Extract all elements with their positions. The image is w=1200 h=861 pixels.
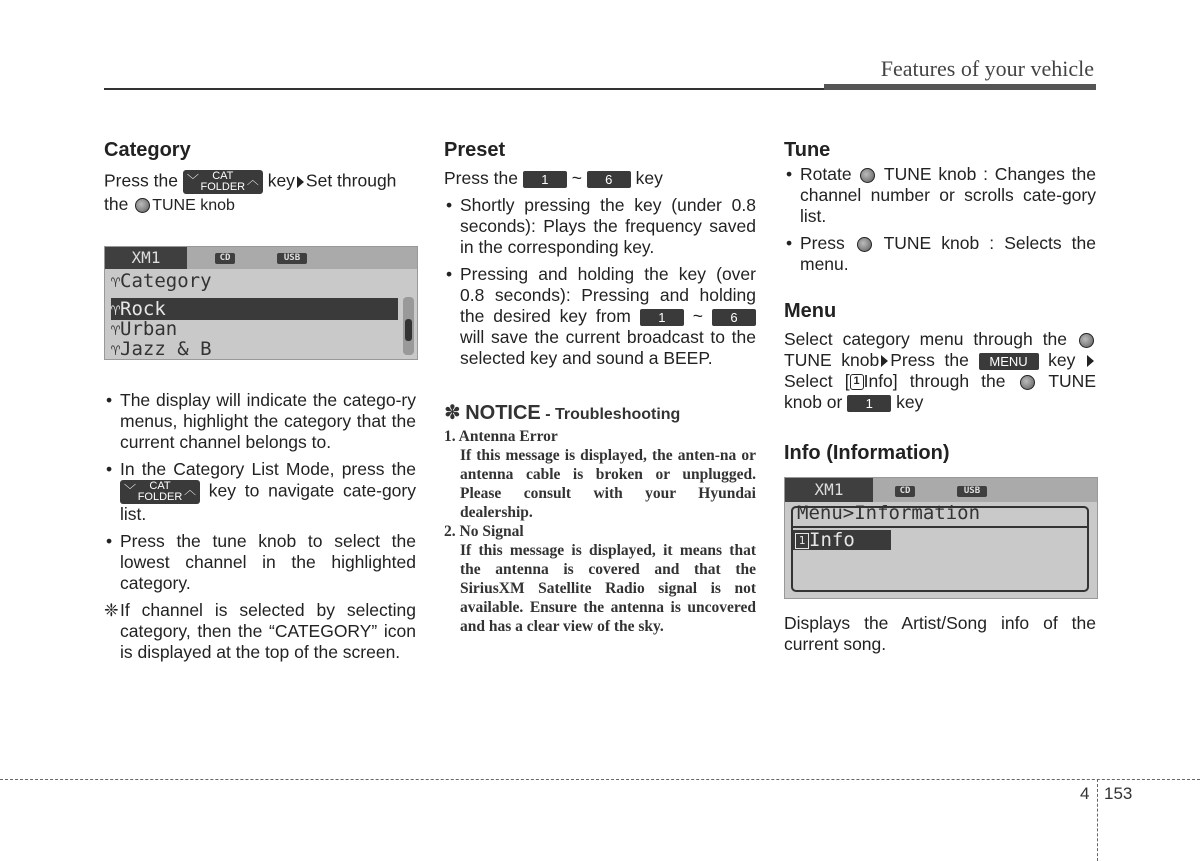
category-bullets bbox=[104, 390, 416, 594]
preset-intro: Press the 1 ~ 6 key bbox=[444, 168, 663, 188]
info-divider bbox=[793, 526, 1087, 528]
list-item: • Shortly pressing the key (under 0.8 seconds): Plays the frequency saved in the corresponding key. bbox=[444, 195, 756, 258]
info-text: Displays the Artist/Song info of the current song. bbox=[784, 613, 1096, 654]
tune-knob-icon bbox=[857, 237, 872, 252]
category-icon: ♈ bbox=[111, 273, 121, 291]
menu-heading: Menu bbox=[784, 300, 837, 322]
chevron-up-icon: ︿ bbox=[183, 483, 196, 497]
notice-item-text: If this message is displayed, the anten-na or antenna cable is broken or unplugged. Please consult with your Hyundai dealership. bbox=[460, 447, 756, 521]
preset-1-key: 1 bbox=[640, 309, 684, 326]
category-screen bbox=[104, 246, 418, 360]
page-number: 153 bbox=[1104, 784, 1133, 803]
footer-rule bbox=[0, 779, 1200, 780]
preset-1-key: 1 bbox=[523, 171, 567, 188]
cd-badge: CD bbox=[215, 253, 235, 264]
tune-knob-icon bbox=[860, 168, 875, 183]
list-item: • Press TUNE knob : Selects the menu. bbox=[784, 233, 1096, 275]
list-item: • Rotate TUNE knob : Changes the channel number or scrolls cate-gory list. bbox=[784, 164, 1096, 227]
notice-item-title: 1. Antenna Error bbox=[444, 428, 558, 445]
category-icon: ♈ bbox=[111, 321, 121, 339]
header-rule-accent bbox=[824, 84, 1096, 90]
category-icon: ♈ bbox=[111, 301, 121, 319]
mode-label: XM1 bbox=[105, 247, 187, 269]
cat-folder-key: ﹀ CAT FOLDER ︿ bbox=[183, 170, 263, 194]
preset-1-key: 1 bbox=[847, 395, 891, 412]
selected-row: ♈Rock bbox=[111, 298, 398, 320]
cat-folder-key: ﹀ CAT FOLDER ︿ bbox=[120, 480, 200, 504]
column-preset bbox=[444, 138, 756, 636]
screen-title: ♈Category bbox=[111, 270, 212, 292]
arrow-right-icon bbox=[297, 176, 304, 188]
notice-body bbox=[444, 427, 756, 636]
tune-heading: Tune bbox=[784, 139, 831, 161]
list-item: ♈Urban bbox=[111, 318, 178, 340]
list-item: • Press the tune knob to select the lowest channel in the highlighted category. bbox=[104, 531, 416, 594]
arrow-right-icon bbox=[881, 355, 888, 367]
notice-heading: ✽ NOTICE - Troubleshooting bbox=[444, 402, 681, 424]
selected-row: 1 Info bbox=[793, 530, 891, 550]
info-heading: Info (Information) bbox=[784, 442, 950, 464]
preset-heading: Preset bbox=[444, 139, 506, 161]
usb-badge: USB bbox=[957, 486, 987, 497]
preset-6-key: 6 bbox=[712, 309, 756, 326]
scrollbar-thumb bbox=[405, 319, 412, 341]
screen-title: Menu>Information bbox=[797, 502, 981, 524]
usb-badge: USB bbox=[277, 253, 307, 264]
tune-bullets bbox=[784, 164, 1096, 275]
tune-knob-icon bbox=[1079, 333, 1094, 348]
list-item: • The display will indicate the catego-ry menus, highlight the category that the current channel belongs to. bbox=[104, 390, 416, 453]
column-category bbox=[104, 138, 416, 663]
menu-key: MENU bbox=[979, 353, 1039, 370]
cd-badge: CD bbox=[895, 486, 915, 497]
category-icon: ♈ bbox=[111, 341, 121, 359]
footer-divider bbox=[1097, 779, 1098, 861]
category-heading: Category bbox=[104, 139, 191, 161]
running-header: Features of your vehicle bbox=[880, 56, 1094, 81]
list-item: • Pressing and holding the key (over 0.8 seconds): Pressing and holding the desired key from 1 ~ 6 will save the current broadcast to the selected key and sound a BEEP. bbox=[444, 264, 756, 369]
notice-item-title: 2. No Signal bbox=[444, 523, 524, 540]
preset-6-key: 6 bbox=[587, 171, 631, 188]
note-mark: ❈ bbox=[104, 600, 119, 620]
header-rule bbox=[104, 88, 824, 90]
category-note: ❈ If channel is selected by selecting category, then the “CATEGORY” icon is displayed at the top of the screen. bbox=[104, 600, 416, 662]
chevron-up-icon: ︿ bbox=[246, 173, 259, 187]
info-screen bbox=[784, 477, 1098, 599]
notice-item-text: If this message is displayed, it means that the antenna is covered and that the SiriusXM Satellite Radio signal is not available. Ensure the antenna is uncovered and has a clear view of the sky. bbox=[460, 542, 756, 635]
tune-knob-icon bbox=[135, 198, 150, 213]
info-number-icon: 1 bbox=[850, 374, 864, 390]
column-tune-menu bbox=[784, 138, 1096, 655]
preset-bullets bbox=[444, 195, 756, 369]
list-item: • In the Category List Mode, press the ﹀ CAT FOLDER ︿ key to navigate cate-gory list. bbox=[104, 459, 416, 525]
menu-text: Select category menu through the TUNE knob Press the MENU key Select [ 1 Info] through the TUNE knob or 1 key bbox=[784, 329, 1096, 412]
chevron-down-icon: ﹀ bbox=[124, 483, 137, 497]
chevron-down-icon: ﹀ bbox=[186, 173, 199, 187]
mode-label: XM1 bbox=[785, 478, 873, 502]
arrow-right-icon bbox=[1087, 355, 1094, 367]
category-intro: Press the ﹀ CAT FOLDER ︿ key Set through the TUNE knob bbox=[104, 170, 397, 214]
tune-knob-icon bbox=[1020, 375, 1035, 390]
list-item: ♈Jazz & B bbox=[111, 338, 212, 360]
notice-mark: ✽ bbox=[444, 402, 461, 424]
chapter-number: 4 bbox=[1080, 784, 1090, 803]
info-number-icon: 1 bbox=[795, 533, 809, 549]
